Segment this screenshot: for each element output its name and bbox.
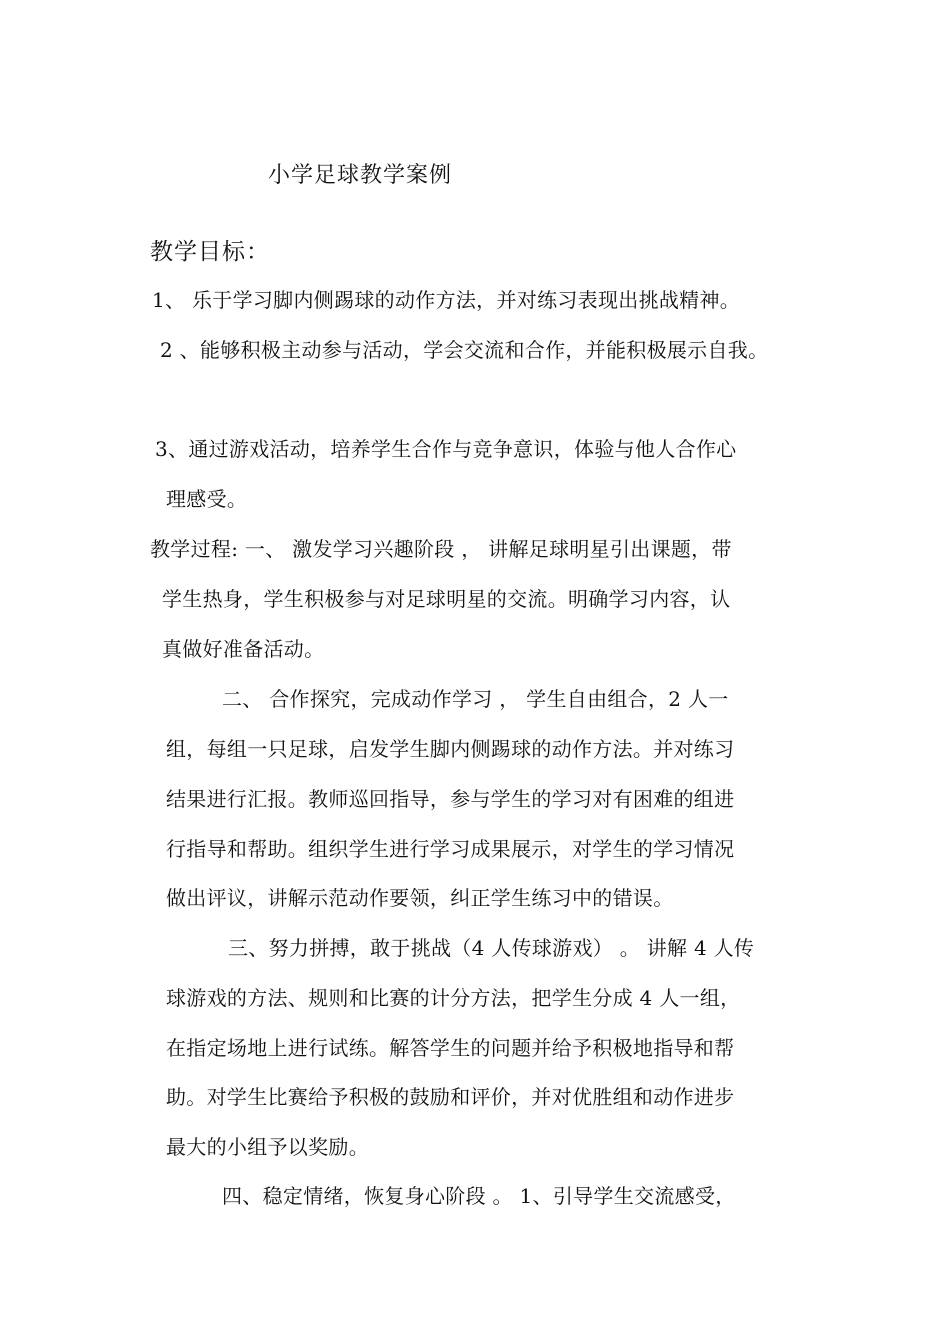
process-line: 二、 合作探究，完成动作学习 ， 学生自由组合，2 人一 bbox=[222, 687, 729, 711]
process-line: 球游戏的方法、规则和比赛的计分方法，把学生分成 4 人一组， bbox=[166, 986, 741, 1010]
process-line: 四、稳定情绪，恢复身心阶段 。 1、引导学生交流感受， bbox=[222, 1184, 736, 1208]
process-line: 真做好准备活动。 bbox=[162, 637, 325, 661]
process-line: 组，每组一只足球，启发学生脚内侧踢球的动作方法。并对练习 bbox=[166, 737, 735, 761]
process-line: 最大的小组予以奖励。 bbox=[166, 1135, 369, 1159]
document-title: 小学足球教学案例 bbox=[268, 163, 453, 188]
objective-item-1: 1、 乐于学习脚内侧踢球的动作方法，并对练习表现出挑战精神。 bbox=[152, 288, 741, 312]
objectives-heading: 教学目标： bbox=[150, 239, 270, 265]
process-line: 做出评议，讲解示范动作要领，纠正学生练习中的错误。 bbox=[166, 886, 674, 910]
process-line: 教学过程: 一、 激发学习兴趣阶段 ， 讲解足球明星引出课题，带 bbox=[150, 537, 732, 561]
process-line: 在指定场地上进行试练。解答学生的问题并给予积极地指导和帮 bbox=[166, 1036, 735, 1060]
objective-item-2: 2 、能够积极主动参与活动，学会交流和合作，并能积极展示自我。 bbox=[160, 338, 769, 362]
process-line: 结果进行汇报。教师巡回指导，参与学生的学习对有困难的组进 bbox=[166, 787, 735, 811]
process-line: 三、努力拼搏，敢于挑战（4 人传球游戏） 。 讲解 4 人传 bbox=[228, 936, 755, 960]
process-line: 行指导和帮助。组织学生进行学习成果展示，对学生的学习情况 bbox=[166, 837, 735, 861]
process-line: 助。对学生比赛给予积极的鼓励和评价，并对优胜组和动作进步 bbox=[166, 1085, 735, 1109]
objective-item-3-continued: 理感受。 bbox=[166, 487, 248, 511]
objective-item-3: 3、通过游戏活动，培养学生合作与竞争意识，体验与他人合作心 bbox=[155, 437, 737, 461]
process-line: 学生热身，学生积极参与对足球明星的交流。明确学习内容，认 bbox=[162, 587, 731, 611]
